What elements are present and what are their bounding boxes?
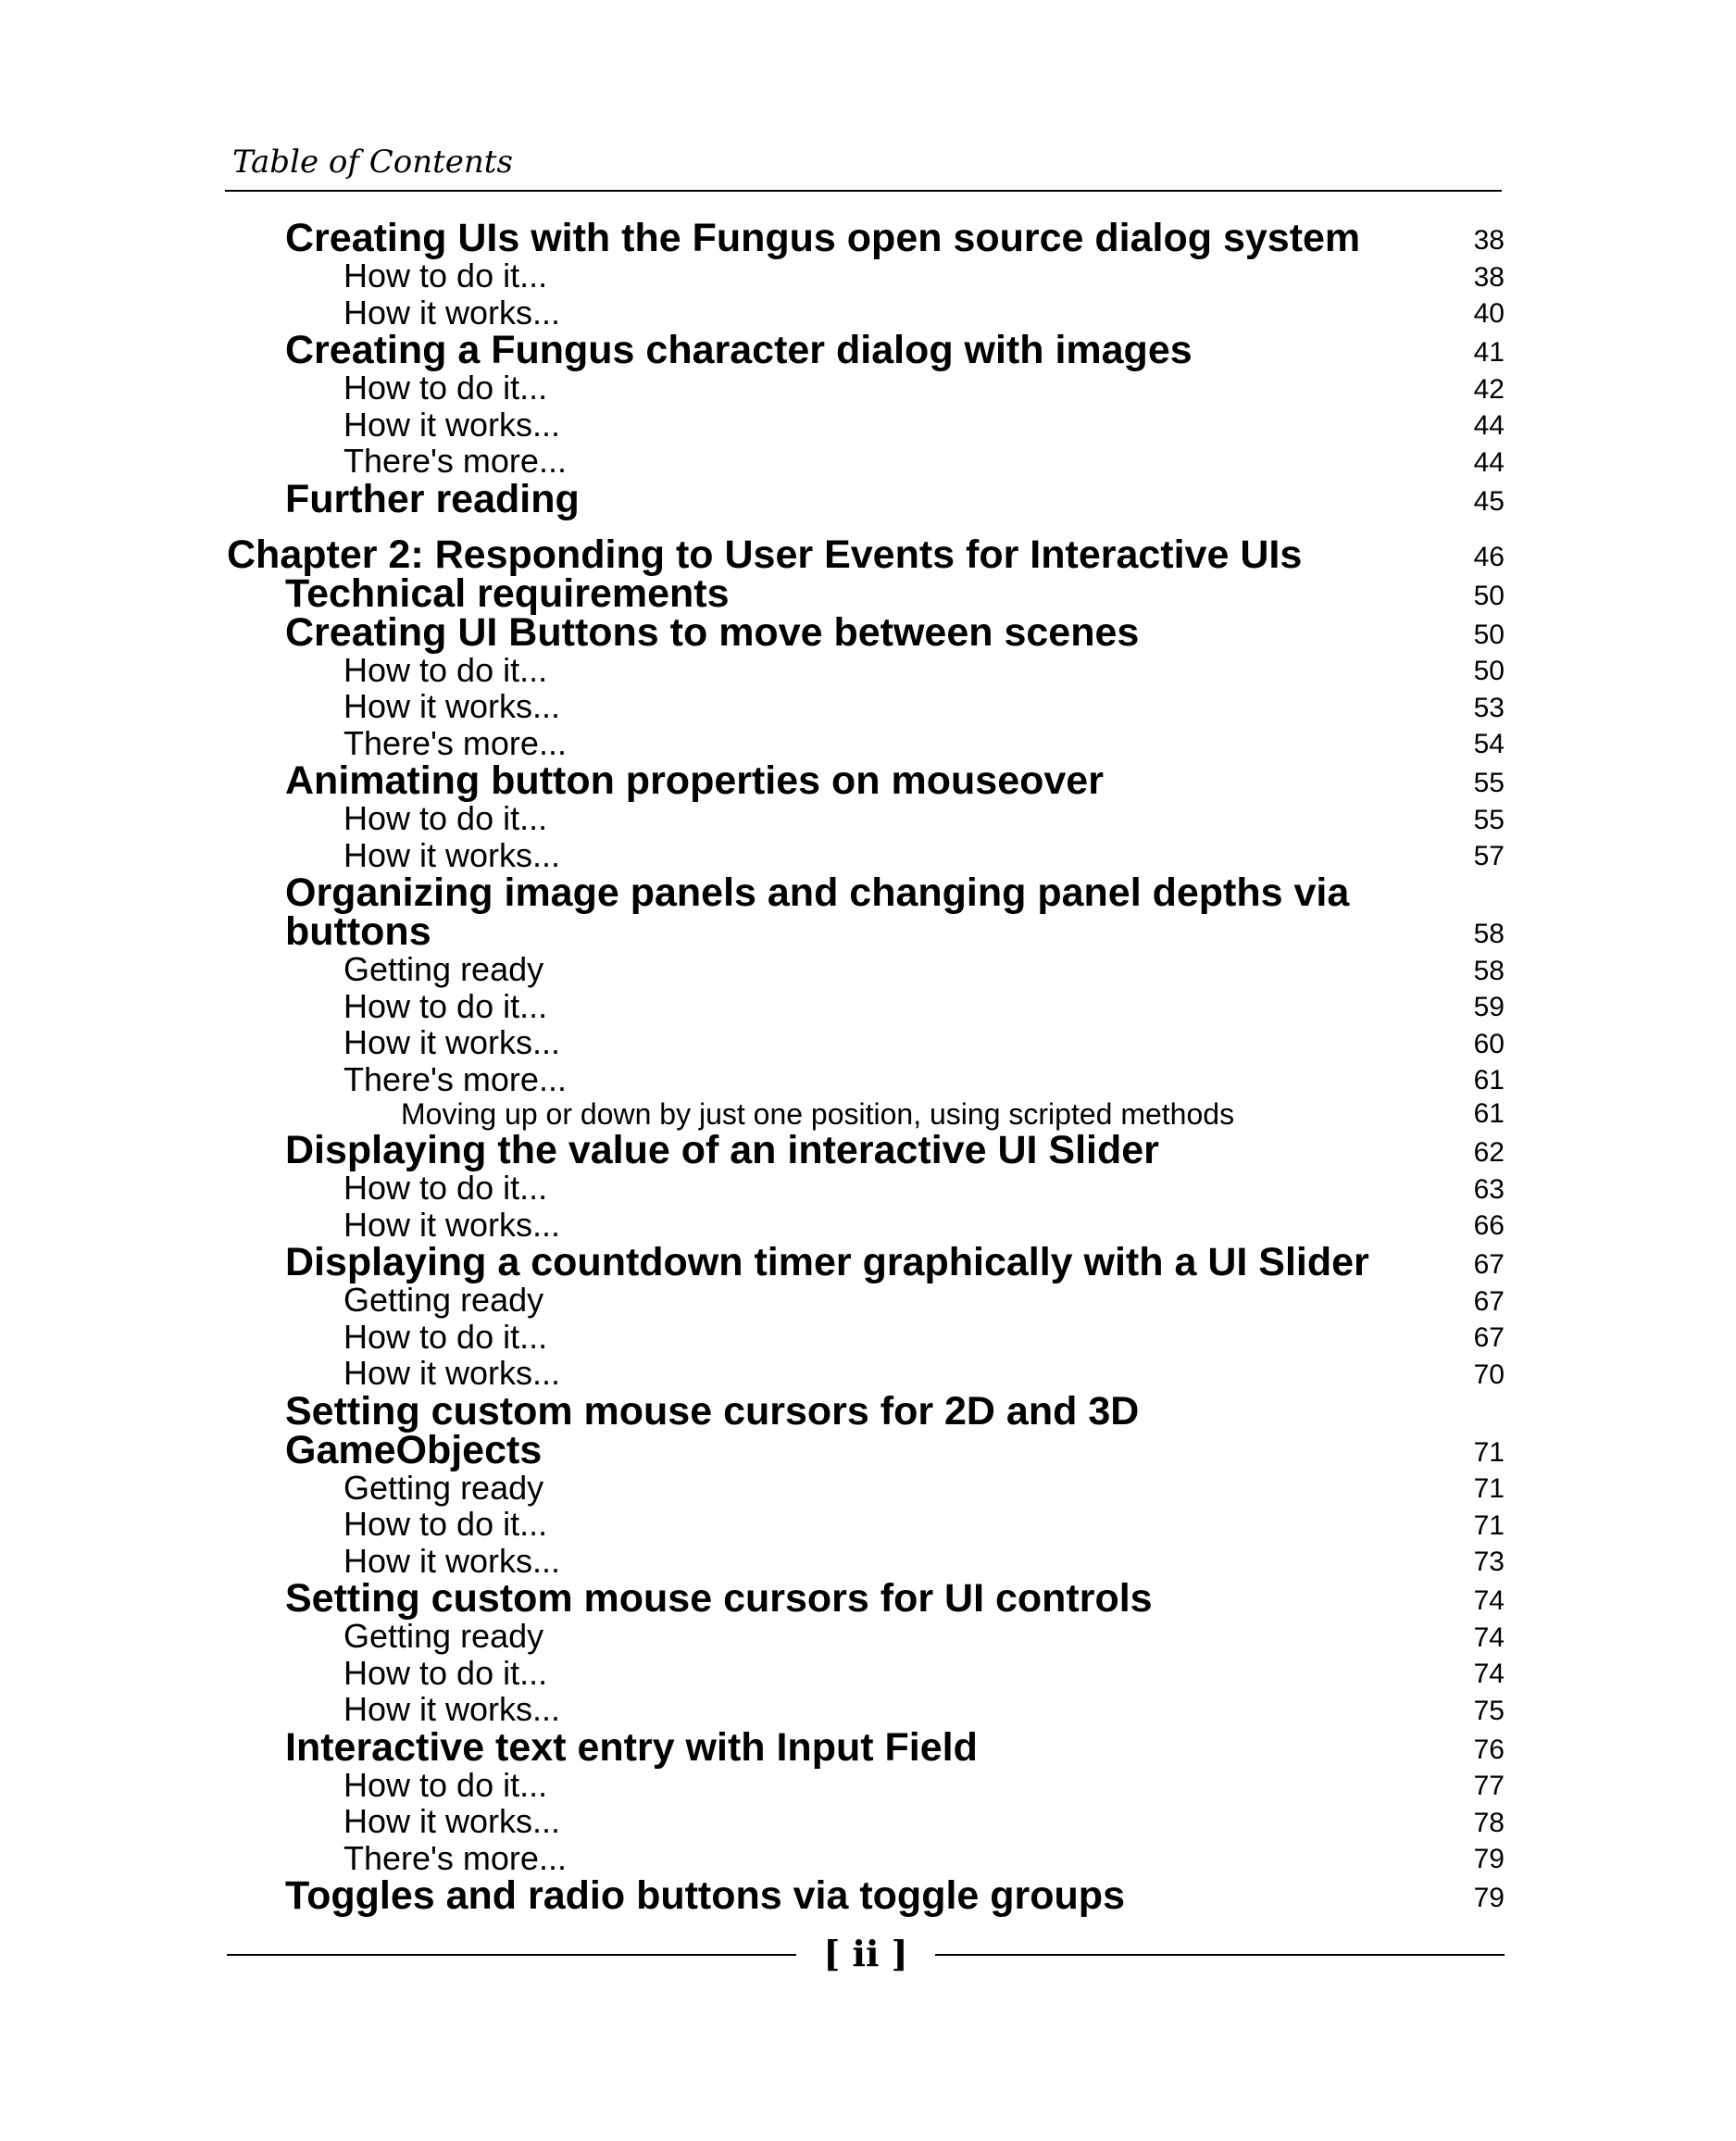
toc-entry-title: Creating UI Buttons to move between scenes xyxy=(285,609,1140,655)
toc-entry-title: Displaying the value of an interactive UI Slider xyxy=(285,1128,1159,1172)
toc-entry-page: 38 xyxy=(1473,261,1505,293)
toc-entry-title: Technical requirements xyxy=(285,570,730,616)
toc-subsection-entry[interactable] xyxy=(227,257,1505,294)
toc-entry-title: How to do it... xyxy=(343,1653,548,1692)
toc-section-entry[interactable] xyxy=(227,1724,1505,1770)
toc-entry-page: 46 xyxy=(1473,541,1505,572)
toc-subsection-entry[interactable] xyxy=(227,725,1505,762)
toc-subsection-entry[interactable] xyxy=(227,1355,1505,1392)
toc-subsection-entry[interactable] xyxy=(227,1506,1505,1543)
toc-section-entry[interactable] xyxy=(227,609,1505,655)
toc-entry-page: 62 xyxy=(1473,1137,1505,1168)
toc-entry-page: 45 xyxy=(1473,485,1505,517)
toc-subsection-entry[interactable] xyxy=(227,443,1505,480)
toc-entry-title: Toggles and radio buttons via toggle groups xyxy=(285,1873,1125,1918)
toc-subsection-entry[interactable] xyxy=(227,1097,1505,1131)
toc-entry-title: Chapter 2: Responding to User Events for Interactive UIs xyxy=(227,532,1303,577)
toc-entry-page: 61 xyxy=(1473,1098,1505,1129)
toc-subsection-entry[interactable] xyxy=(227,1207,1505,1244)
toc-entry-page: 41 xyxy=(1473,337,1505,368)
toc-entry-page: 67 xyxy=(1473,1322,1505,1353)
toc-entry-page: 70 xyxy=(1473,1358,1505,1390)
toc-entry-title: Setting custom mouse cursors for UI controls xyxy=(285,1576,1153,1621)
toc-subsection-entry[interactable] xyxy=(227,369,1505,407)
toc-entry-page: 77 xyxy=(1473,1771,1505,1801)
toc-subsection-entry[interactable] xyxy=(227,1170,1505,1207)
toc-entry-page: 54 xyxy=(1473,729,1505,759)
toc-entry-title: How it works... xyxy=(343,1802,561,1840)
toc-entry-page: 79 xyxy=(1473,1883,1505,1913)
toc-entry-page: 53 xyxy=(1473,692,1505,723)
footer-rule-right xyxy=(935,1954,1505,1956)
toc-subsection-entry[interactable] xyxy=(227,1618,1505,1655)
toc-subsection-entry[interactable] xyxy=(227,1840,1505,1877)
toc-subsection-entry[interactable] xyxy=(227,1061,1505,1098)
toc-entry-title: Creating a Fungus character dialog with images xyxy=(285,328,1193,372)
toc-entry-page: 74 xyxy=(1473,1659,1505,1689)
toc-subsection-entry[interactable] xyxy=(227,1319,1505,1356)
toc-entry-title: There's more... xyxy=(343,1838,567,1877)
running-header: Table of Contents xyxy=(232,144,513,181)
toc-entry-page: 50 xyxy=(1473,619,1505,650)
toc-entry-page: 60 xyxy=(1473,1028,1505,1059)
toc-entry-title: Getting ready xyxy=(343,1617,544,1655)
toc-entry-title: How to do it... xyxy=(343,1317,548,1356)
toc-section-entry[interactable] xyxy=(227,758,1505,803)
toc-subsection-entry[interactable] xyxy=(227,1691,1505,1728)
toc-entry-page: 74 xyxy=(1473,1621,1505,1653)
toc-entry-title: Getting ready xyxy=(343,1281,544,1319)
toc-entry-page: 73 xyxy=(1473,1546,1505,1577)
toc-entry-title: How it works... xyxy=(343,1354,561,1392)
toc-entry-title: Organizing image panels and changing panel depths via buttons xyxy=(285,870,1350,954)
toc-entry-page: 42 xyxy=(1473,373,1505,405)
toc-entry-page: 58 xyxy=(1473,955,1505,986)
toc-entry-title: How it works... xyxy=(343,687,561,725)
toc-entry-title: Interactive text entry with Input Field xyxy=(285,1724,978,1770)
table-of-contents xyxy=(227,216,1505,1918)
toc-entry-title: How it works... xyxy=(343,1690,561,1728)
toc-section-entry[interactable] xyxy=(227,1128,1505,1172)
toc-section-entry[interactable] xyxy=(227,1388,1505,1472)
toc-entry-title: How to do it... xyxy=(343,257,548,294)
toc-entry-title: How it works... xyxy=(343,1023,561,1061)
toc-section-entry[interactable] xyxy=(227,476,1505,521)
toc-entry-page: 58 xyxy=(1473,919,1505,949)
toc-section-entry[interactable] xyxy=(227,870,1505,954)
toc-entry-page: 74 xyxy=(1473,1585,1505,1616)
toc-entry-title: How it works... xyxy=(343,405,561,444)
toc-entry-title: Animating button properties on mouseover xyxy=(285,758,1104,803)
toc-subsection-entry[interactable] xyxy=(227,1543,1505,1580)
toc-entry-page: 78 xyxy=(1473,1807,1505,1838)
toc-subsection-entry[interactable] xyxy=(227,1655,1505,1692)
toc-subsection-entry[interactable] xyxy=(227,1767,1505,1804)
toc-subsection-entry[interactable] xyxy=(227,294,1505,332)
toc-entry-title: How to do it... xyxy=(343,1505,548,1543)
toc-entry-page: 55 xyxy=(1473,768,1505,798)
toc-entry-title: How it works... xyxy=(343,835,561,874)
toc-entry-title: How it works... xyxy=(343,293,561,332)
toc-entry-page: 75 xyxy=(1473,1695,1505,1726)
toc-entry-page: 57 xyxy=(1473,841,1505,871)
toc-entry-page: 59 xyxy=(1473,992,1505,1022)
toc-entry-page: 38 xyxy=(1473,225,1505,256)
toc-entry-page: 61 xyxy=(1473,1065,1505,1096)
toc-subsection-entry[interactable] xyxy=(227,800,1505,837)
toc-entry-title: Displaying a countdown timer graphically with a UI Slider xyxy=(285,1240,1369,1284)
toc-subsection-entry[interactable] xyxy=(227,688,1505,725)
toc-entry-title: Setting custom mouse cursors for 2D and 3D GameObjects xyxy=(285,1388,1140,1472)
toc-entry-title: Getting ready xyxy=(343,1468,544,1507)
toc-subsection-entry[interactable] xyxy=(227,837,1505,874)
toc-entry-page: 67 xyxy=(1473,1249,1505,1280)
toc-entry-page: 63 xyxy=(1473,1173,1505,1205)
toc-entry-page: 71 xyxy=(1473,1473,1505,1504)
page-footer xyxy=(227,1931,1505,1977)
toc-chapter-entry[interactable] xyxy=(227,532,1505,577)
toc-entry-title: How it works... xyxy=(343,1541,561,1580)
toc-entry-page: 50 xyxy=(1473,580,1505,611)
toc-entry-page: 50 xyxy=(1473,656,1505,686)
toc-entry-title: How to do it... xyxy=(343,1765,548,1804)
toc-subsection-entry[interactable] xyxy=(227,1470,1505,1507)
toc-entry-page: 71 xyxy=(1473,1509,1505,1541)
toc-entry-page: 40 xyxy=(1473,298,1505,329)
toc-subsection-entry[interactable] xyxy=(227,1024,1505,1061)
toc-entry-title: How to do it... xyxy=(343,1169,548,1207)
toc-subsection-entry[interactable] xyxy=(227,1282,1505,1319)
header-rule xyxy=(225,190,1502,192)
toc-subsection-entry[interactable] xyxy=(227,951,1505,988)
toc-entry-title: How to do it... xyxy=(343,650,548,689)
toc-entry-page: 55 xyxy=(1473,804,1505,835)
toc-entry-page: 66 xyxy=(1473,1210,1505,1241)
toc-entry-page: 79 xyxy=(1473,1844,1505,1874)
toc-entry-page: 71 xyxy=(1473,1436,1505,1468)
toc-entry-title: There's more... xyxy=(343,1059,567,1098)
toc-entry-title: How it works... xyxy=(343,1205,561,1244)
toc-entry-title: Moving up or down by just one position, using scripted methods xyxy=(401,1097,1235,1131)
toc-entry-title: Creating UIs with the Fungus open source dialog system xyxy=(285,216,1361,260)
toc-entry-title: How to do it... xyxy=(343,799,548,837)
toc-section-entry[interactable] xyxy=(227,1240,1505,1284)
toc-subsection-entry[interactable] xyxy=(227,1803,1505,1840)
toc-entry-title: How to do it... xyxy=(343,369,548,407)
page-number: [ ii ] xyxy=(823,1933,908,1974)
toc-entry-title: There's more... xyxy=(343,723,567,762)
toc-section-entry[interactable] xyxy=(227,570,1505,616)
toc-section-entry[interactable] xyxy=(227,328,1505,372)
toc-entry-title: Further reading xyxy=(285,476,580,521)
toc-entry-page: 44 xyxy=(1473,410,1505,441)
toc-entry-page: 76 xyxy=(1473,1734,1505,1765)
toc-subsection-entry[interactable] xyxy=(227,407,1505,444)
toc-entry-title: Getting ready xyxy=(343,950,544,988)
toc-entry-page: 67 xyxy=(1473,1285,1505,1317)
toc-entry-page: 44 xyxy=(1473,446,1505,478)
toc-section-entry[interactable] xyxy=(227,1576,1505,1621)
toc-entry-title: There's more... xyxy=(343,442,567,480)
toc-subsection-entry[interactable] xyxy=(227,988,1505,1025)
toc-section-entry[interactable] xyxy=(227,216,1505,260)
toc-section-entry[interactable] xyxy=(227,1873,1505,1918)
toc-subsection-entry[interactable] xyxy=(227,652,1505,689)
toc-entry-title: How to do it... xyxy=(343,986,548,1025)
